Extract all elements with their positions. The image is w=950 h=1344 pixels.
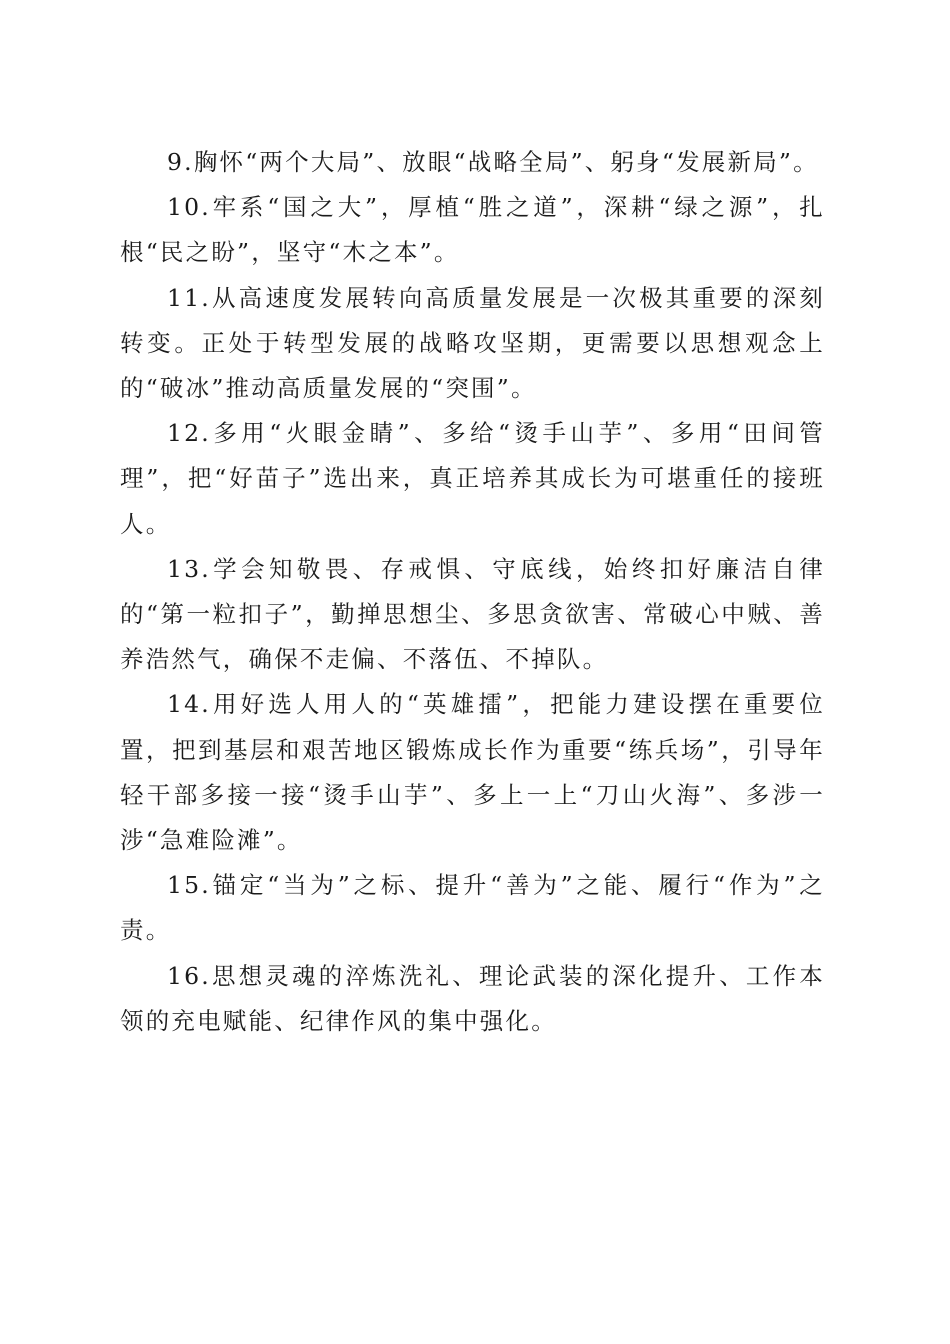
paragraph-11: 11.从高速度发展转向高质量发展是一次极其重要的深刻转变。正处于转型发展的战略攻坚期，更需要以思想观念上的“破冰”推动高质量发展的“突围”。: [120, 283, 825, 403]
paragraph-16: 16.思想灵魂的淬炼洗礼、理论武装的深化提升、工作本领的充电赋能、纪律作风的集中强化。: [120, 961, 825, 1035]
paragraph-13: 13.学会知敬畏、存戒惧、守底线，始终扣好廉洁自律的“第一粒扣子”，勤掸思想尘、多思贪欲害、常破心中贼、善养浩然气，确保不走偏、不落伍、不掉队。: [120, 554, 825, 674]
paragraph-12: 12.多用“火眼金睛”、多给“烫手山芋”、多用“田间管理”，把“好苗子”选出来，真正培养其成长为可堪重任的接班人。: [120, 419, 825, 538]
paragraph-14: 14.用好选人用人的“英雄擂”，把能力建设摆在重要位置，把到基层和艰苦地区锻炼成长作为重要“练兵场”，引导年轻干部多接一接“烫手山芋”、多上一上“刀山火海”、多涉一涉“急难险滩”。: [120, 690, 825, 855]
document-body: [120, 140, 825, 1044]
paragraph-15: 15.锚定“当为”之标、提升“善为”之能、履行“作为”之责。: [120, 871, 825, 945]
paragraph-9: 9.胸怀“两个大局”、放眼“战略全局”、躬身“发展新局”。: [167, 148, 819, 176]
paragraph-10: 10.牢系“国之大”，厚植“胜之道”，深耕“绿之源”，扎根“民之盼”，坚守“木之本”。: [120, 193, 825, 267]
